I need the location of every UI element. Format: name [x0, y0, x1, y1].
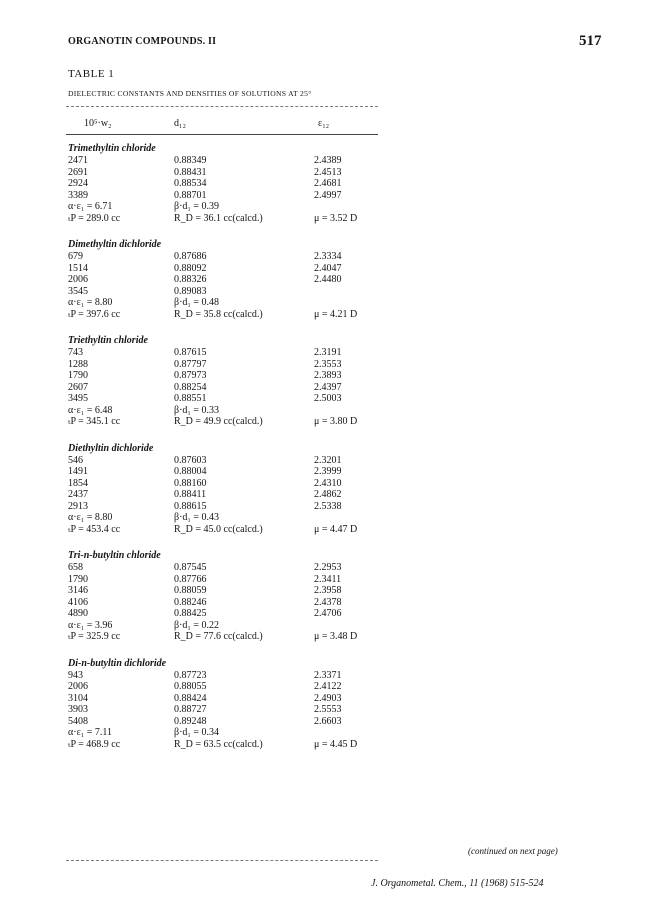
dielectric-cell: 2.5553	[314, 704, 342, 715]
dielectric-cell: 2.4706	[314, 608, 342, 619]
dielectric-cell: 2.4903	[314, 692, 342, 704]
density-cell: 0.88534	[174, 178, 207, 189]
column-header-mass-fraction: 10⁵·w₂	[84, 118, 112, 129]
mass-fraction-cell: 3495	[68, 393, 88, 404]
density-cell: 0.87686	[174, 251, 207, 262]
summary-row	[68, 739, 408, 751]
mass-fraction-cell: 5408	[68, 715, 88, 727]
dielectric-cell: 2.3191	[314, 347, 342, 358]
density-cell: 0.88551	[174, 393, 207, 404]
dielectric-cell: 2.4389	[314, 155, 342, 166]
journal-citation: J. Organometal. Chem., 11 (1968) 515-524	[371, 878, 544, 889]
dielectric-cell: 2.3334	[314, 251, 342, 262]
table-row	[68, 370, 408, 382]
mass-fraction-cell: 1288	[68, 358, 88, 370]
summary-row	[68, 309, 408, 321]
density-cell: 0.87545	[174, 562, 207, 573]
mass-fraction-cell: 3903	[68, 704, 88, 715]
dielectric-cell: μ = 3.80 D	[314, 416, 358, 427]
table-row	[68, 190, 408, 202]
dielectric-cell: 2.4397	[314, 381, 342, 393]
density-cell: 0.88160	[174, 477, 207, 489]
density-cell: 0.88727	[174, 704, 207, 715]
mass-fraction-cell: 2691	[68, 166, 88, 178]
mass-fraction-cell: 1491	[68, 466, 88, 477]
dielectric-cell: μ = 3.48 D	[314, 631, 358, 642]
dielectric-cell: 2.3999	[314, 466, 342, 477]
mass-fraction-cell: 1790	[68, 573, 88, 585]
table-row	[68, 597, 408, 609]
table-row	[68, 478, 408, 490]
density-cell: 0.88004	[174, 466, 207, 477]
table-row	[68, 489, 408, 501]
mass-fraction-cell: 1854	[68, 477, 88, 489]
density-cell: 0.88615	[174, 500, 207, 512]
table-caption: DIELECTRIC CONSTANTS AND DENSITIES OF SOLUTIONS AT 25°	[68, 89, 312, 98]
mass-fraction-cell: 743	[68, 347, 83, 358]
summary-row	[68, 512, 408, 524]
table-row	[68, 274, 408, 286]
density-cell: 0.88701	[174, 189, 207, 201]
column-header-dielectric-constant: ε₁₂	[318, 118, 330, 129]
table-row	[68, 693, 408, 705]
density-cell: β·d₁ = 0.33	[174, 404, 220, 416]
dielectric-cell: 2.3553	[314, 358, 342, 370]
density-cell: R_D = 49.9 cc(calcd.)	[174, 416, 263, 427]
compound-section	[68, 549, 408, 643]
dielectric-cell: 2.2953	[314, 562, 342, 573]
dielectric-cell: μ = 4.21 D	[314, 308, 358, 320]
table-row	[68, 466, 408, 478]
dielectric-cell: μ = 4.45 D	[314, 738, 358, 750]
table-row	[68, 286, 408, 298]
table-row	[68, 178, 408, 190]
summary-row	[68, 405, 408, 417]
table-row	[68, 704, 408, 716]
mass-fraction-cell: 658	[68, 562, 83, 573]
dielectric-cell: 2.4122	[314, 681, 342, 692]
summary-row	[68, 416, 408, 428]
summary-row	[68, 727, 408, 739]
table-row	[68, 562, 408, 574]
header-rule	[66, 134, 378, 135]
table-row	[68, 382, 408, 394]
top-rule	[66, 106, 378, 107]
mass-fraction-cell: 4890	[68, 608, 88, 619]
mass-fraction-cell: 2607	[68, 381, 88, 393]
summary-row	[68, 620, 408, 632]
table-label: TABLE 1	[68, 68, 115, 80]
mass-fraction-cell: 3146	[68, 585, 88, 596]
summary-row	[68, 201, 408, 213]
mass-fraction-cell: ₜP = 468.9 cc	[68, 738, 121, 750]
table-row	[68, 585, 408, 597]
mass-fraction-cell: 3545	[68, 285, 88, 297]
table-row	[68, 359, 408, 371]
mass-fraction-cell: 2471	[68, 155, 88, 166]
density-cell: 0.88431	[174, 166, 207, 178]
mass-fraction-cell: α·ε₁ = 6.48	[68, 404, 113, 416]
density-cell: R_D = 77.6 cc(calcd.)	[174, 631, 263, 642]
compound-name: Dimethyltin dichloride	[68, 239, 162, 250]
dielectric-cell: 2.3411	[314, 573, 342, 585]
density-cell: 0.88425	[174, 608, 207, 619]
mass-fraction-cell: 2006	[68, 681, 88, 692]
density-cell: β·d₁ = 0.22	[174, 619, 220, 631]
density-cell: 0.87766	[174, 573, 207, 585]
mass-fraction-cell: 3104	[68, 692, 88, 704]
dielectric-cell: 2.4862	[314, 489, 342, 500]
density-cell: β·d₁ = 0.43	[174, 512, 220, 523]
density-cell: 0.87603	[174, 454, 207, 466]
bottom-rule	[66, 860, 378, 861]
summary-row	[68, 213, 408, 225]
mass-fraction-cell: ₜP = 453.4 cc	[68, 523, 121, 535]
mass-fraction-cell: ₜP = 325.9 cc	[68, 631, 121, 642]
compound-section	[68, 657, 408, 751]
dielectric-cell: 2.5338	[314, 500, 342, 512]
dielectric-cell: μ = 4.47 D	[314, 523, 358, 535]
mass-fraction-cell: 546	[68, 454, 83, 466]
mass-fraction-cell: ₜP = 345.1 cc	[68, 416, 121, 427]
dielectric-cell: 2.4310	[314, 477, 342, 489]
compound-section	[68, 142, 408, 224]
dielectric-cell: 2.5003	[314, 393, 342, 404]
density-cell: 0.88055	[174, 681, 207, 692]
summary-row	[68, 631, 408, 643]
density-cell: 0.88246	[174, 596, 207, 608]
table-row	[68, 670, 408, 682]
mass-fraction-cell: 2437	[68, 489, 88, 500]
mass-fraction-cell: 1514	[68, 262, 88, 274]
page-number: 517	[579, 33, 602, 49]
density-cell: 0.88349	[174, 155, 207, 166]
dielectric-cell: 2.3371	[314, 669, 342, 681]
compound-name: Diethyltin dichloride	[68, 442, 154, 454]
density-cell: 0.87723	[174, 669, 207, 681]
table-row	[68, 716, 408, 728]
table-row	[68, 155, 408, 167]
density-cell: 0.89083	[174, 285, 207, 297]
table-row	[68, 393, 408, 405]
table-row	[68, 455, 408, 467]
dielectric-cell: 2.3893	[314, 370, 342, 381]
running-head: ORGANOTIN COMPOUNDS. II	[68, 36, 217, 47]
summary-row	[68, 524, 408, 536]
compound-name: Trimethyltin chloride	[68, 143, 156, 154]
density-cell: 0.88254	[174, 381, 207, 393]
column-header-density: d₁₂	[174, 118, 186, 129]
table-row	[68, 681, 408, 693]
dielectric-cell: 2.4997	[314, 189, 342, 201]
density-cell: 0.87797	[174, 358, 207, 370]
density-cell: 0.88059	[174, 585, 207, 596]
mass-fraction-cell: 2006	[68, 274, 88, 285]
table-row	[68, 608, 408, 620]
compound-section	[68, 334, 408, 428]
mass-fraction-cell: 2924	[68, 178, 88, 189]
table-row	[68, 263, 408, 275]
dielectric-cell: 2.6603	[314, 715, 342, 727]
mass-fraction-cell: 1790	[68, 370, 88, 381]
mass-fraction-cell: 4106	[68, 596, 88, 608]
compound-section	[68, 238, 408, 320]
density-cell: 0.88411	[174, 489, 207, 500]
mass-fraction-cell: 943	[68, 669, 83, 681]
density-cell: R_D = 63.5 cc(calcd.)	[174, 738, 263, 750]
table-row	[68, 251, 408, 263]
table-row	[68, 501, 408, 513]
density-cell: β·d₁ = 0.39	[174, 201, 220, 212]
table-row	[68, 574, 408, 586]
dielectric-cell: 2.4681	[314, 178, 342, 189]
density-cell: 0.89248	[174, 715, 207, 727]
mass-fraction-cell: α·ε₁ = 7.11	[68, 727, 113, 738]
compound-name: Tri-n-butyltin chloride	[68, 550, 161, 561]
table-row	[68, 347, 408, 359]
density-cell: β·d₁ = 0.48	[174, 297, 220, 308]
mass-fraction-cell: 679	[68, 251, 83, 262]
density-cell: 0.87615	[174, 347, 207, 358]
density-cell: R_D = 45.0 cc(calcd.)	[174, 523, 263, 535]
density-cell: β·d₁ = 0.34	[174, 727, 220, 738]
mass-fraction-cell: α·ε₁ = 3.96	[68, 619, 113, 631]
mass-fraction-cell: 2913	[68, 500, 88, 512]
mass-fraction-cell: α·ε₁ = 6.71	[68, 201, 113, 212]
mass-fraction-cell: 3389	[68, 189, 88, 201]
dielectric-cell: 2.4513	[314, 166, 342, 178]
dielectric-cell: μ = 3.52 D	[314, 212, 358, 224]
density-cell: R_D = 36.1 cc(calcd.)	[174, 212, 263, 224]
table-body	[68, 142, 408, 764]
mass-fraction-cell: ₜP = 397.6 cc	[68, 308, 121, 320]
dielectric-cell: 2.3201	[314, 454, 342, 466]
mass-fraction-cell: ₜP = 289.0 cc	[68, 212, 121, 224]
compound-section	[68, 442, 408, 536]
compound-name: Di-n-butyltin dichloride	[68, 657, 167, 669]
density-cell: 0.88092	[174, 262, 207, 274]
dielectric-cell: 2.4047	[314, 262, 342, 274]
mass-fraction-cell: α·ε₁ = 8.80	[68, 297, 113, 308]
compound-name: Triethyltin chloride	[68, 335, 148, 346]
table-row	[68, 167, 408, 179]
dielectric-cell: 2.4480	[314, 274, 342, 285]
density-cell: 0.88326	[174, 274, 207, 285]
dielectric-cell: 2.3958	[314, 585, 342, 596]
continued-note: (continued on next page)	[468, 846, 558, 856]
density-cell: R_D = 35.8 cc(calcd.)	[174, 308, 263, 320]
density-cell: 0.87973	[174, 370, 207, 381]
density-cell: 0.88424	[174, 692, 207, 704]
mass-fraction-cell: α·ε₁ = 8.80	[68, 512, 113, 523]
dielectric-cell: 2.4378	[314, 596, 342, 608]
summary-row	[68, 297, 408, 309]
